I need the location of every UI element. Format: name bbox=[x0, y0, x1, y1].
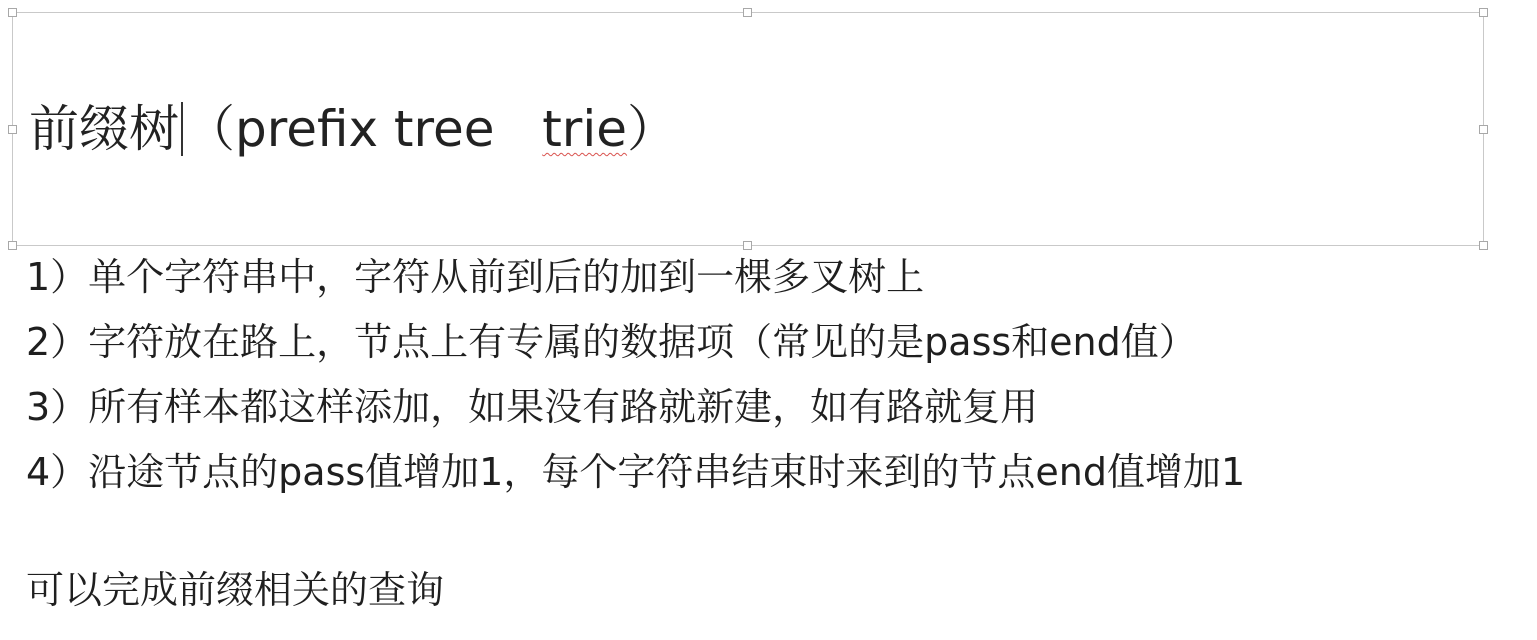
title-text-box[interactable] bbox=[12, 12, 1484, 246]
list-item: 4）沿途节点的pass值增加1，每个字符串结束时来到的节点end值增加1 bbox=[26, 450, 1246, 494]
resize-handle-top-right[interactable] bbox=[1479, 8, 1488, 17]
title-paren-close: ） bbox=[627, 100, 678, 158]
resize-handle-bottom-right[interactable] bbox=[1479, 241, 1488, 250]
list-item: 1）单个字符串中，字符从前到后的加到一棵多叉树上 bbox=[26, 255, 925, 299]
text-cursor bbox=[181, 102, 183, 156]
resize-handle-middle-right[interactable] bbox=[1479, 125, 1488, 134]
bullet-list bbox=[26, 245, 1245, 505]
resize-handle-top-middle[interactable] bbox=[743, 8, 752, 17]
slide-title[interactable] bbox=[29, 97, 677, 161]
resize-handle-top-left[interactable] bbox=[8, 8, 17, 17]
summary-text: 可以完成前缀相关的查询 bbox=[26, 568, 445, 612]
list-item: 3）所有样本都这样添加，如果没有路就新建，如有路就复用 bbox=[26, 385, 1039, 429]
resize-handle-middle-left[interactable] bbox=[8, 125, 17, 134]
title-misspelled-word: trie bbox=[542, 100, 628, 158]
title-paren-open: （prefix tree bbox=[185, 100, 543, 158]
title-main: 前缀树 bbox=[29, 100, 179, 158]
resize-handle-bottom-left[interactable] bbox=[8, 241, 17, 250]
list-item: 2）字符放在路上，节点上有专属的数据项（常见的是pass和end值） bbox=[26, 320, 1197, 364]
